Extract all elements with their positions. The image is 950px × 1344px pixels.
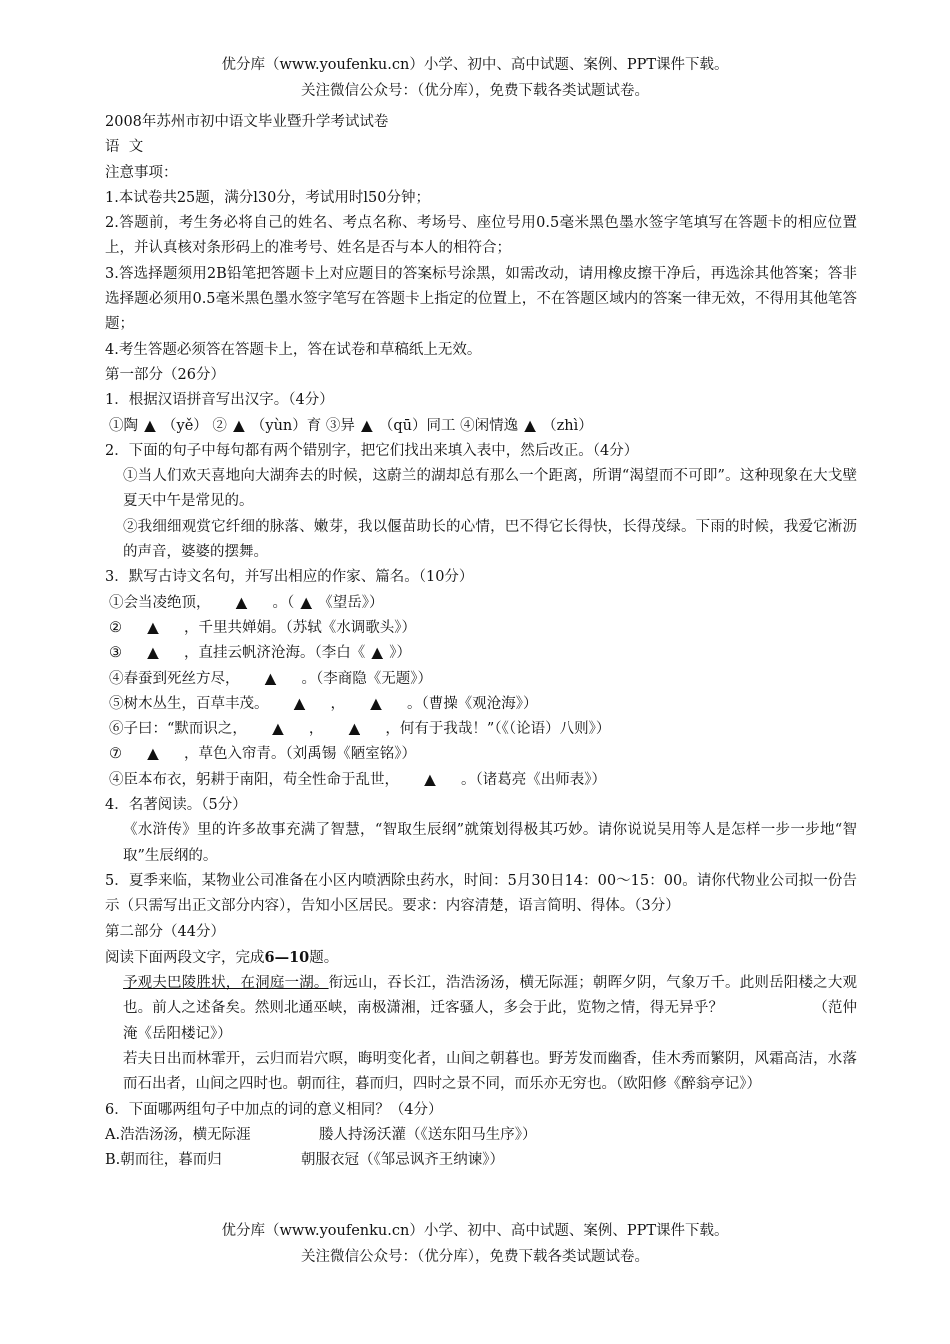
answer-blank: ▲ bbox=[370, 695, 382, 712]
answer-blank: ▲ bbox=[147, 746, 159, 763]
note-3: 3.答选择题须用2B铅笔把答题卡上对应题目的答案标号涂黑，如需改动，请用橡皮擦干净后，再选涂其他答案；答非选择题必须用0.5毫米黑色墨水签字笔写在答题卡上指定的位置上，不在答题区域内的答案一律无效，不得用其他笔答题； bbox=[105, 265, 857, 333]
q1-a1: ①陶 bbox=[109, 417, 138, 434]
q6-option-b bbox=[105, 1148, 857, 1173]
passage-1-underlined: 予观夫巴陵胜状，在洞庭一湖。 bbox=[123, 975, 329, 992]
reading-intro-a: 阅读下面两段文字，完成 bbox=[105, 949, 265, 966]
q3-line-1 bbox=[105, 591, 857, 616]
answer-blank: ▲ bbox=[348, 721, 360, 738]
q2-stem: 2．下面的句子中每句都有两个错别字，把它们找出来填入表中，然后改正。（4分） bbox=[105, 442, 639, 459]
q3-l5a: ⑤树木丛生，百草丰茂。 bbox=[109, 695, 269, 712]
q3-line-5 bbox=[105, 692, 857, 717]
q3-l1b: 。（ bbox=[272, 594, 295, 611]
q3-l2b: ，千里共婵娟。（苏轼《水调歌头》） bbox=[184, 619, 416, 636]
answer-blank: ▲ bbox=[524, 417, 536, 434]
q3-line-6 bbox=[105, 717, 857, 742]
answer-blank: ▲ bbox=[144, 417, 156, 434]
q6-b-right: 朝服衣冠（《邹忌讽齐王纳谏》） bbox=[301, 1152, 504, 1169]
q6-a-left: A.浩浩汤汤，横无际涯 bbox=[105, 1126, 251, 1143]
part2-heading: 第二部分（44分） bbox=[105, 923, 225, 940]
q4-body: 《水浒传》里的许多故事充满了智慧，“智取生辰纲”就策划得极其巧妙。请你说说吴用等人是怎样一步一步地“智取”生辰纲的。 bbox=[123, 822, 857, 864]
q3-l7b: ，草色入帘青。（刘禹锡《陋室铭》） bbox=[184, 746, 416, 763]
q1-p4: （zhì） bbox=[542, 417, 593, 434]
answer-blank: ▲ bbox=[233, 417, 245, 434]
header-line-1: 优分库（www.youfenku.cn）小学、初中、高中试题、案例、PPT课件下载。 bbox=[221, 57, 729, 73]
q1-items bbox=[105, 414, 857, 439]
page-header bbox=[0, 52, 950, 104]
note-4: 4.考生答题必须答在答题卡上，答在试卷和草稿纸上无效。 bbox=[105, 341, 482, 358]
q3-l8a: ④臣本布衣，躬耕于南阳，苟全性命于乱世， bbox=[109, 771, 399, 788]
q3-l3a: ③ bbox=[109, 645, 122, 662]
q1-stem: 1．根据汉语拼音写出汉字。（4分） bbox=[105, 392, 334, 409]
q1-a3: ③异 bbox=[325, 417, 355, 434]
q3-stem: 3．默写古诗文名句，并写出相应的作家、篇名。（10分） bbox=[105, 569, 474, 586]
q3-line-3 bbox=[105, 641, 857, 666]
reading-intro bbox=[105, 945, 857, 971]
q3-line-4 bbox=[105, 667, 857, 692]
header-line-2: 关注微信公众号：（优分库），免费下载各类试题试卷。 bbox=[301, 83, 649, 99]
answer-blank: ▲ bbox=[293, 695, 306, 712]
page-footer bbox=[0, 1218, 950, 1270]
q3-l5b: ， bbox=[330, 695, 345, 712]
answer-blank: ▲ bbox=[264, 670, 277, 687]
q1-p2: （yùn）育 bbox=[250, 417, 322, 434]
exam-body bbox=[105, 110, 857, 1173]
note-2: 2.答题前，考生务必将自己的姓名、考点名称、考场号、座位号用0.5毫米黑色墨水签字笔填写在答题卡的相应位置上，并认真核对条形码上的准考号、姓名是否与本人的相符合； bbox=[105, 215, 857, 257]
q3-l6b: ， bbox=[308, 721, 324, 738]
passage-1-text: 衔远山，吞长江，浩浩汤汤，横无际涯；朝晖夕阴，气象万千。此则岳阳楼之大观也。前人之述备矣。然则北通巫峡，南极潇湘，迁客骚人，多会于此，览物之情，得无异乎？ bbox=[123, 975, 858, 1017]
reading-passage-1 bbox=[105, 971, 857, 1047]
footer-line-1: 优分库（www.youfenku.cn）小学、初中、高中试题、案例、PPT课件下载。 bbox=[221, 1223, 729, 1239]
q3-l8b: 。（诸葛亮《出师表》） bbox=[461, 771, 606, 788]
q1-p1: （yě） bbox=[162, 417, 208, 434]
footer-line-2: 关注微信公众号：（优分库），免费下载各类试题试卷。 bbox=[301, 1249, 649, 1265]
reading-intro-range: 6—10 bbox=[264, 948, 310, 966]
q1-a4: ④闲情逸 bbox=[460, 417, 519, 434]
q4-stem: 4．名著阅读。（5分） bbox=[105, 797, 247, 814]
part1-heading: 第一部分（26分） bbox=[105, 366, 225, 383]
q1-p3: （qū）同工 bbox=[378, 417, 456, 434]
note-1: 1.本试卷共25题，满分l30分，考试用时l50分钟； bbox=[105, 189, 430, 206]
q3-l7a: ⑦ bbox=[109, 746, 122, 763]
reading-passage-2: 若夫日出而林霏开，云归而岩穴暝，晦明变化者，山间之朝暮也。野芳发而幽香，佳木秀而繁阴，风霜高洁，水落而石出者，山间之四时也。朝而往，暮而归，四时之景不同，而乐亦无穷也。（欧阳修《醉翁亭记》） bbox=[123, 1050, 857, 1093]
passage-1-source: （范仲淹《岳阳楼记》） bbox=[123, 1000, 858, 1042]
answer-blank: ▲ bbox=[147, 645, 159, 662]
exam-title: 2008年苏州市初中语文毕业暨升学考试试卷 bbox=[105, 114, 389, 130]
q3-l1a: ①会当凌绝顶， bbox=[109, 594, 211, 611]
q3-l1c: 《望岳》） bbox=[318, 594, 384, 611]
q3-l6c: ，何有于我哉！”（《（论语）八则》） bbox=[385, 721, 611, 738]
answer-blank: ▲ bbox=[235, 594, 248, 611]
q5-body: 5．夏季来临，某物业公司准备在小区内喷洒除虫药水，时间：5月30日14：00～15：00。请你代物业公司拟一份告示（只需写出正文部分内容），告知小区居民。要求：内容清楚，语言简明、得体。（3分） bbox=[105, 872, 857, 915]
answer-blank: ▲ bbox=[147, 619, 159, 636]
q3-l4a: ④春蚕到死丝方尽， bbox=[109, 670, 240, 687]
q6-stem: 6．下面哪两组句子中加点的词的意义相同？（4分） bbox=[105, 1101, 443, 1118]
q1-a2: ② bbox=[212, 417, 227, 434]
answer-blank: ▲ bbox=[272, 721, 284, 738]
answer-blank: ▲ bbox=[424, 771, 436, 788]
q2-sentence-2: ②我细细观赏它纤细的脉落、嫩芽，我以偃苗助长的心情，巴不得它长得快，长得茂绿。下雨的时候，我爱它淅沥的声音，婆婆的摆舞。 bbox=[123, 518, 857, 561]
q6-b-left: B.朝而往，暮而归 bbox=[105, 1152, 222, 1169]
q6-a-right: 媵人持汤沃灌（《送东阳马生序》） bbox=[319, 1126, 537, 1143]
notes-title: 注意事项： bbox=[105, 164, 178, 181]
q6-option-a bbox=[105, 1123, 857, 1148]
q3-l2a: ② bbox=[109, 619, 122, 636]
answer-blank: ▲ bbox=[361, 417, 373, 434]
q3-l5c: 。（曹操《观沧海》） bbox=[407, 695, 538, 712]
answer-blank: ▲ bbox=[371, 645, 383, 662]
q2-sentence-1: ①当人们欢天喜地向大湖奔去的时候，这蔚兰的湖却总有那么一个距离，所谓“渴望而不可即”。这种现象在大戈壁夏天中午是常见的。 bbox=[123, 468, 857, 510]
q3-line-2 bbox=[105, 616, 857, 641]
q3-l3b: ，直挂云帆济沧海。（李白《 bbox=[184, 645, 366, 662]
q3-l4b: 。（李商隐《无题》） bbox=[301, 670, 432, 687]
answer-blank: ▲ bbox=[300, 594, 312, 611]
q3-l6a: ⑥子曰：“默而识之， bbox=[109, 721, 247, 738]
q3-line-7 bbox=[105, 742, 857, 767]
subject-label: 语 文 bbox=[105, 139, 144, 156]
q3-line-8 bbox=[105, 768, 857, 793]
reading-intro-c: 题。 bbox=[309, 949, 339, 966]
q3-l3c: 》） bbox=[389, 645, 411, 662]
